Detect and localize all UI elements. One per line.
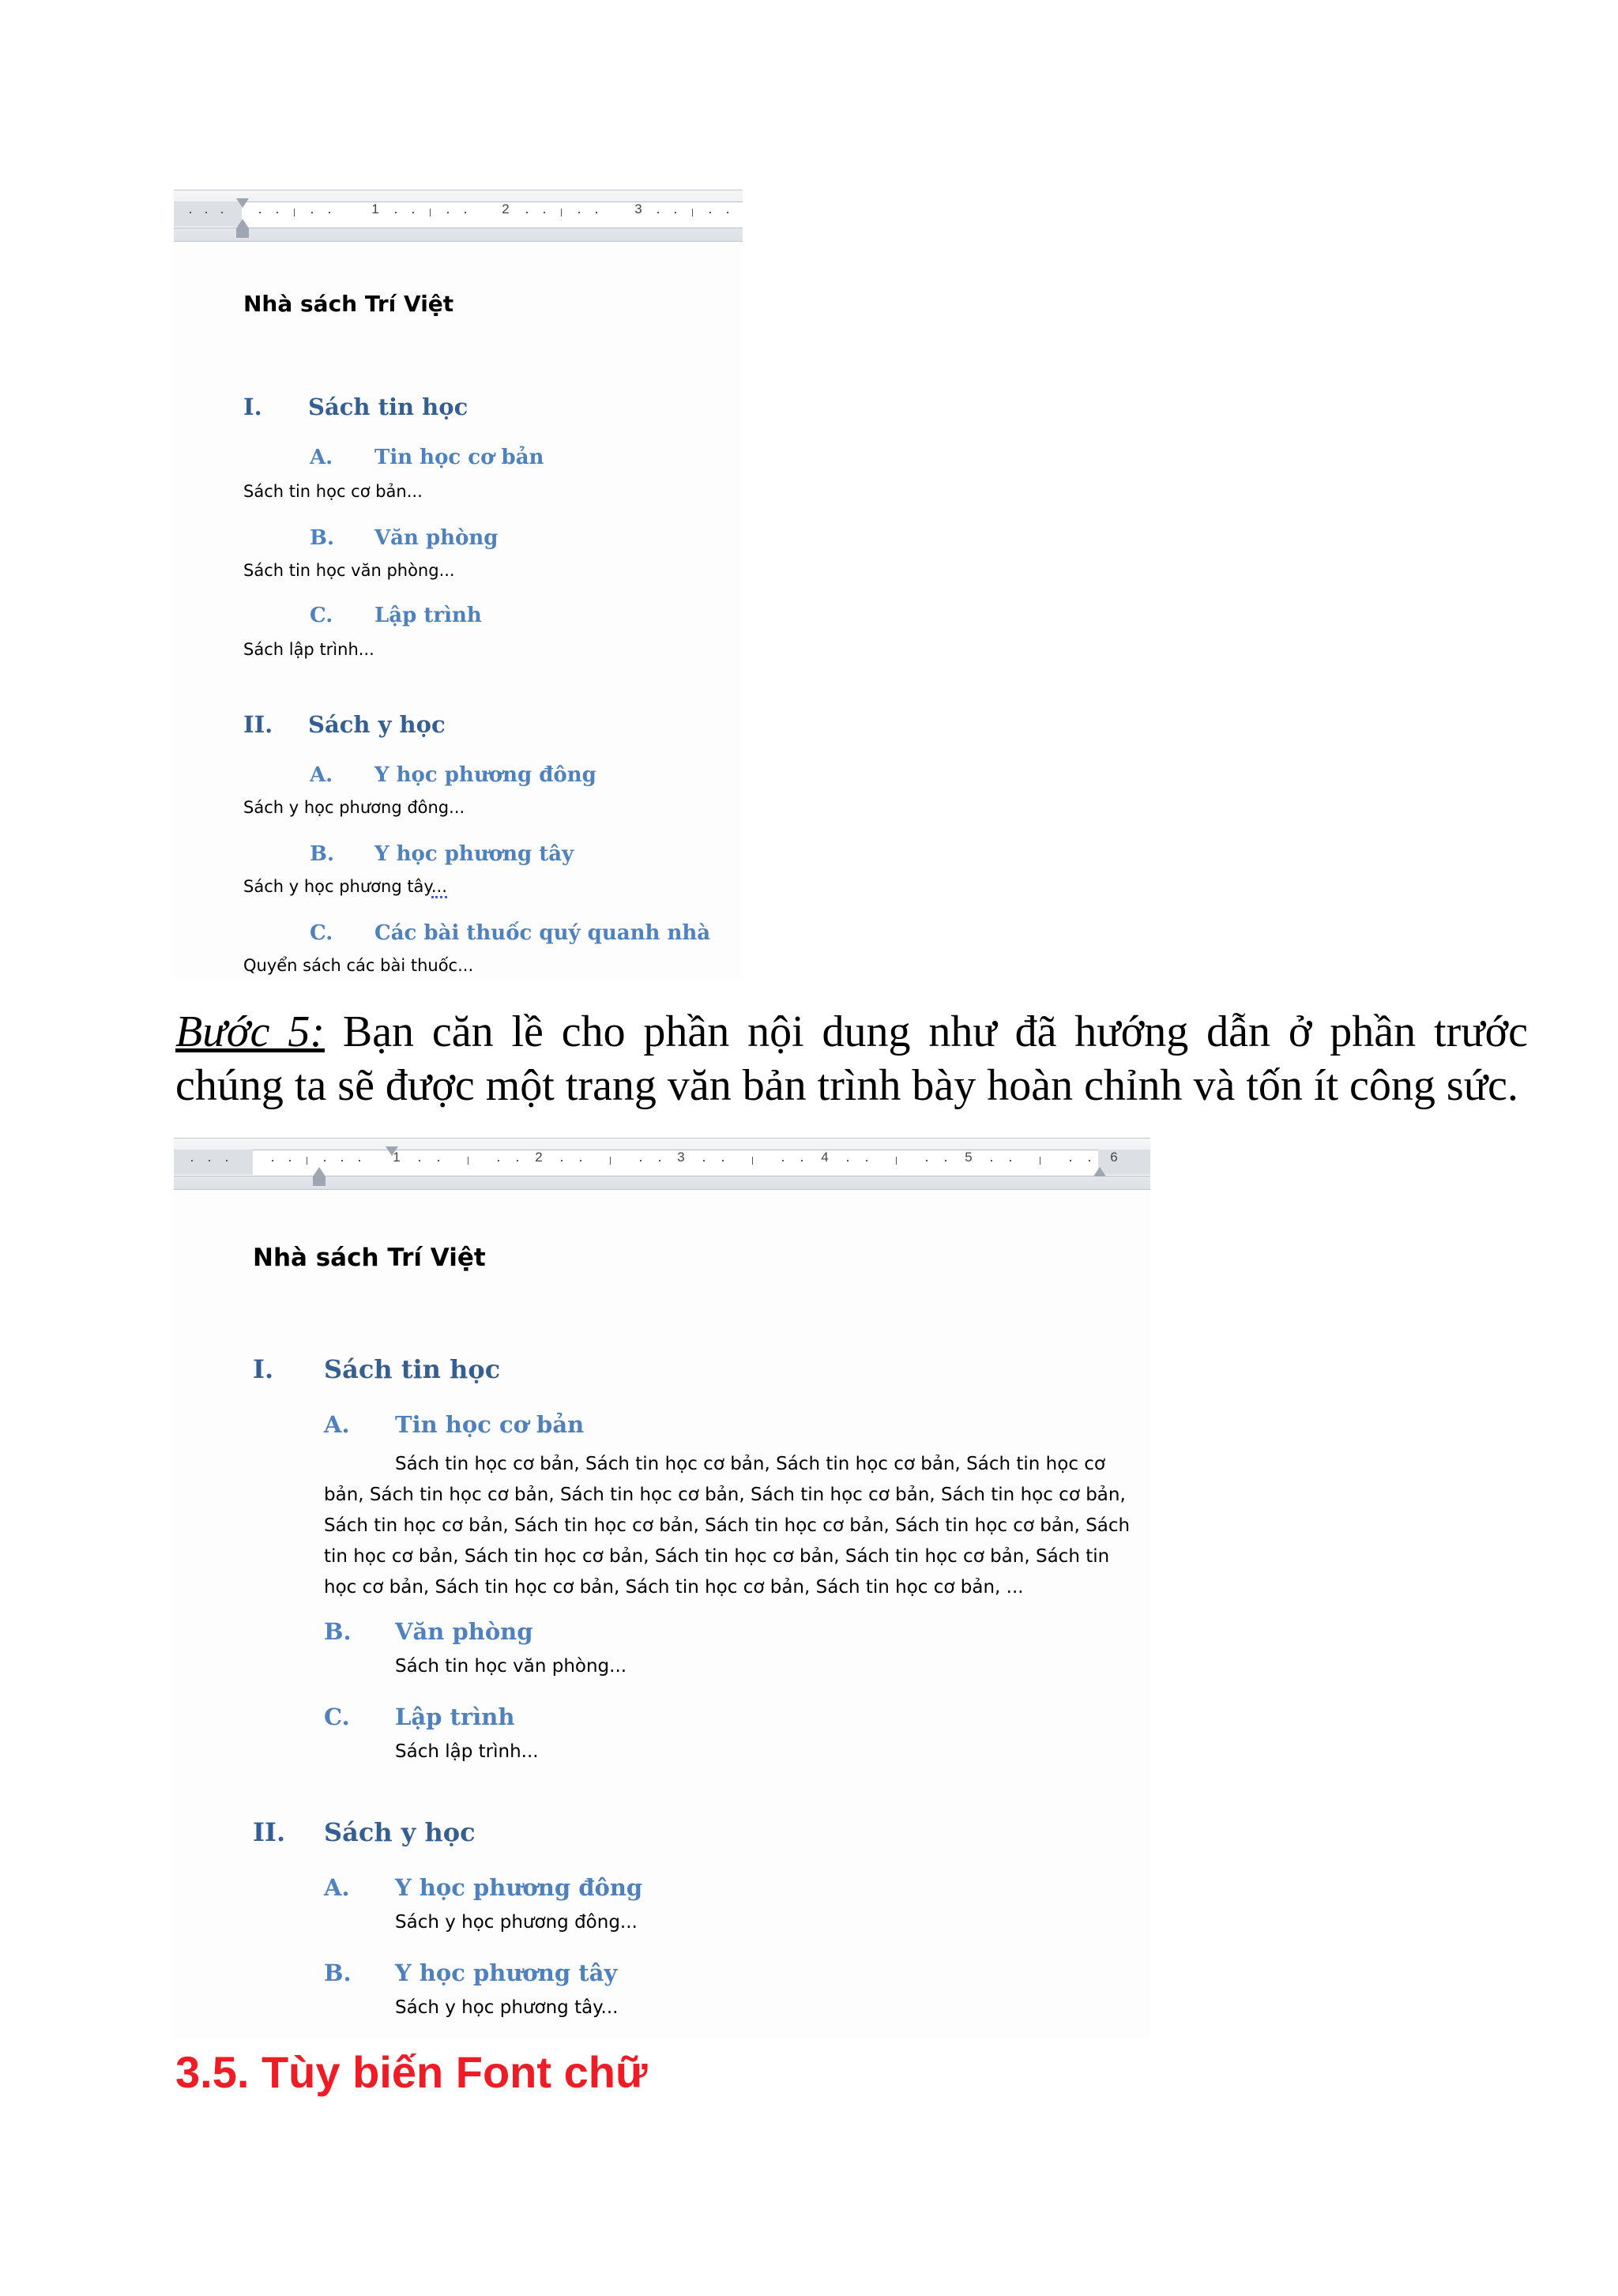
body-text: Quyển sách các bài thuốc...: [243, 956, 474, 975]
body-text: Sách y học phương đông...: [395, 1912, 638, 1933]
body-text: [243, 877, 447, 896]
body-text: Sách tin học văn phòng...: [395, 1656, 627, 1677]
heading-2-number: A.: [310, 446, 333, 469]
ruler-number: 3: [677, 1150, 685, 1165]
heading-2-text: Y học phương tây: [395, 1959, 618, 1986]
paragraph-line: bản, Sách tin học cơ bản, Sách tin học cơ bản, Sách tin học cơ bản, Sách tin học cơ bản,: [324, 1485, 1126, 1505]
heading-1-text: Sách y học: [324, 1817, 476, 1847]
ruler-number: 3: [634, 201, 642, 216]
horizontal-ruler[interactable]: [174, 190, 743, 242]
instruction-text: Bạn căn lề cho phần nội dung như đã hướng dẫn ở phần trước chúng ta sẽ được một trang văn bản trình bày hoàn chỉnh và tốn ít công sức.: [175, 1007, 1529, 1110]
heading-2-text: Lập trình: [395, 1703, 515, 1730]
left-indent-marker[interactable]: [236, 228, 249, 238]
heading-1-number: II.: [253, 1817, 286, 1847]
heading-1-number: II.: [243, 711, 273, 738]
paragraph-line: Sách tin học cơ bản, Sách tin học cơ bản, Sách tin học cơ bản, Sách tin học cơ bản, Sách: [324, 1515, 1131, 1536]
ruler-number: 4: [821, 1150, 829, 1165]
hanging-indent-marker[interactable]: [313, 1167, 325, 1176]
paragraph-line: Sách tin học cơ bản, Sách tin học cơ bản, Sách tin học cơ bản, Sách tin học cơ: [395, 1454, 1105, 1474]
paragraph-line: tin học cơ bản, Sách tin học cơ bản, Sách tin học cơ bản, Sách tin học cơ bản, Sách tin: [324, 1546, 1110, 1567]
heading-2-number: B.: [310, 842, 335, 866]
heading-1-number: I.: [243, 393, 262, 420]
left-indent-marker[interactable]: [313, 1176, 325, 1186]
ruler-number: 5: [965, 1150, 973, 1165]
body-text: Sách tin học cơ bản...: [243, 482, 423, 501]
instruction-paragraph: [175, 1005, 1528, 1112]
body-text: Sách y học phương đông...: [243, 798, 465, 817]
body-text: Sách lập trình...: [395, 1741, 539, 1762]
word-screenshot-2: [174, 1138, 1150, 2038]
heading-2-text: Tin học cơ bản: [374, 446, 544, 469]
step-label: Bước 5:: [175, 1007, 325, 1056]
heading-2-number: B.: [324, 1618, 352, 1645]
heading-2-text: Y học phương đông: [374, 763, 596, 787]
heading-1-text: Sách tin học: [308, 393, 468, 420]
heading-2-text: Các bài thuốc quý quanh nhà: [374, 921, 711, 945]
ruler-number: 6: [1110, 1150, 1118, 1165]
right-indent-marker[interactable]: [1093, 1167, 1106, 1176]
heading-2-number: C.: [324, 1703, 350, 1730]
body-text: Sách y học phương tây...: [395, 1997, 619, 2018]
ruler-number: 2: [502, 201, 510, 216]
heading-2-text: Văn phòng: [374, 526, 499, 550]
document-title: Nhà sách Trí Việt: [243, 291, 454, 317]
ruler-number: 1: [393, 1150, 401, 1165]
word-screenshot-1: [174, 190, 743, 980]
heading-2-text: Y học phương đông: [395, 1874, 643, 1901]
heading-2-number: B.: [310, 526, 335, 550]
heading-2-number: C.: [310, 921, 333, 945]
document-title: Nhà sách Trí Việt: [253, 1244, 486, 1272]
ellipsis-autocorrect-mark: ...: [431, 877, 447, 898]
body-paragraph: [324, 1449, 1131, 1603]
heading-2-number: B.: [324, 1959, 352, 1986]
first-line-indent-marker[interactable]: [386, 1146, 398, 1156]
heading-2-text: Lập trình: [374, 604, 482, 627]
heading-1-text: Sách tin học: [324, 1354, 501, 1384]
heading-2-number: A.: [310, 763, 333, 787]
heading-2-text: Y học phương tây: [374, 842, 574, 866]
body-text: Sách tin học văn phòng...: [243, 561, 455, 580]
heading-2-number: A.: [324, 1874, 350, 1901]
horizontal-ruler[interactable]: [174, 1138, 1150, 1190]
paragraph-line: học cơ bản, Sách tin học cơ bản, Sách tin học cơ bản, Sách tin học cơ bản, ...: [324, 1577, 1024, 1598]
hanging-indent-marker[interactable]: [236, 219, 249, 228]
heading-2-text: Văn phòng: [395, 1618, 533, 1645]
ruler-number: 1: [371, 201, 379, 216]
heading-1-text: Sách y học: [308, 711, 446, 738]
body-text-main: Sách y học phương tây: [243, 877, 431, 896]
heading-2-number: C.: [310, 604, 333, 627]
section-heading: 3.5. Tùy biến Font chữ: [175, 2047, 648, 2097]
body-text: Sách lập trình...: [243, 640, 374, 659]
heading-2-number: A.: [324, 1411, 350, 1438]
ruler-number: 2: [535, 1150, 543, 1165]
first-line-indent-marker[interactable]: [236, 198, 249, 208]
heading-2-text: Tin học cơ bản: [395, 1411, 585, 1438]
heading-1-number: I.: [253, 1354, 274, 1384]
